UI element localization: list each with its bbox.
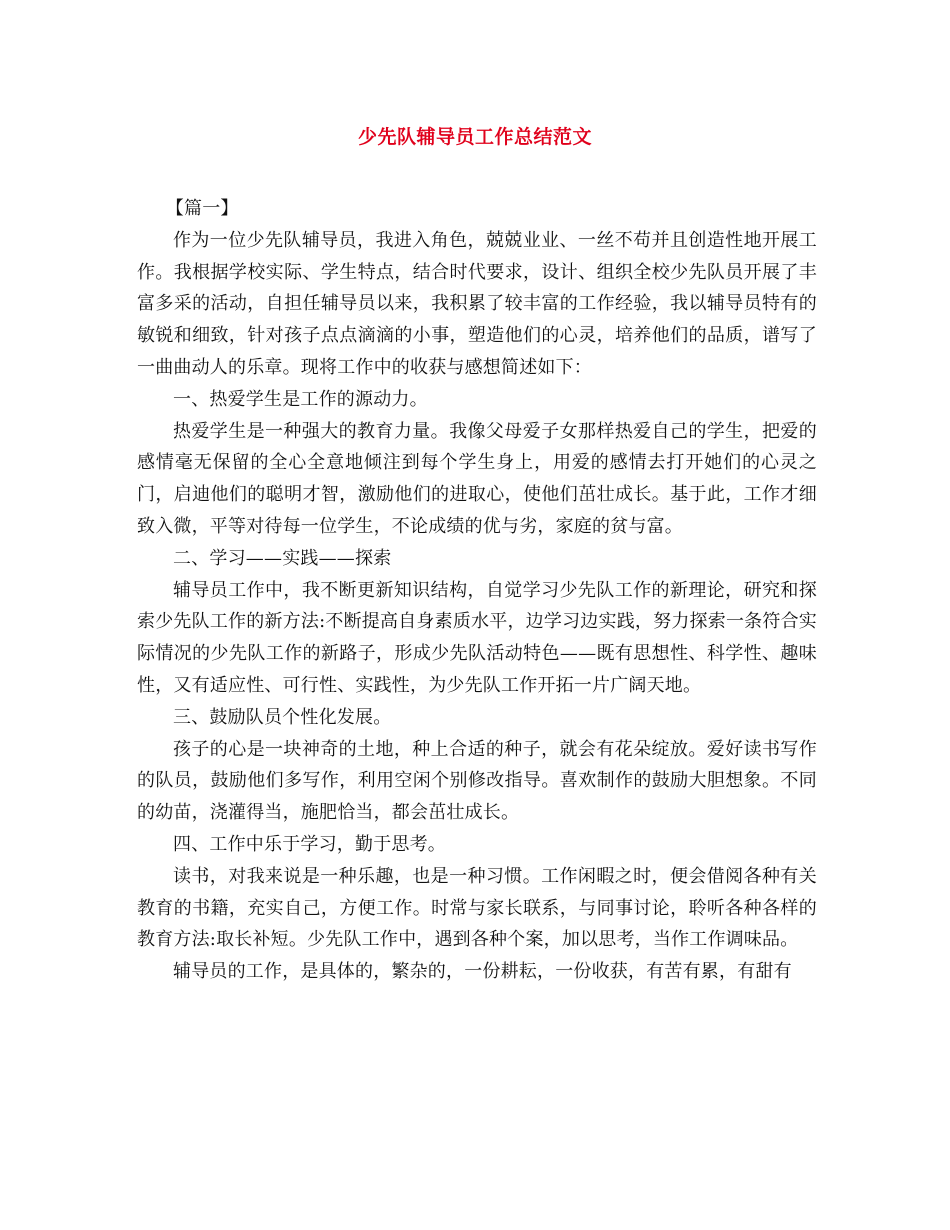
paragraph-1: 热爱学生是一种强大的教育力量。我像父母爱子女那样热爱自己的学生，把爱的感情毫无保留的全心全意地倾注到每个学生身上，用爱的感情去打开她们的心灵之门，启迪他们的聪明才智，激励他们的进取心，使他们茁壮成长。基于此，工作才细致入微，平等对待每一位学生，不论成绩的优与劣，家庭的贫与富。 <box>137 420 817 537</box>
paragraph-3: 孩子的心是一块神奇的土地，种上合适的种子，就会有花朵绽放。爱好读书写作的队员，鼓励他们多写作，利用空闲个别修改指导。喜欢制作的鼓励大胆想象。不同的幼苗，浇灌得当，施肥恰当，都会茁壮成长。 <box>137 738 817 824</box>
document-body <box>137 193 817 988</box>
paragraph-2: 辅导员工作中，我不断更新知识结构，自觉学习少先队工作的新理论，研究和探索少先队工作的新方法:不断提高自身素质水平，边学习边实践，努力探索一条符合实际情况的少先队工作的新路子，形成少先队活动特色——既有思想性、科学性、趣味性，又有适应性、可行性、实践性，为少先队工作开拓一片广阔天地。 <box>137 579 817 696</box>
paragraph-intro: 作为一位少先队辅导员，我进入角色，兢兢业业、一丝不苟并且创造性地开展工作。我根据学校实际、学生特点，结合时代要求，设计、组织全校少先队员开展了丰富多采的活动，自担任辅导员以来，我积累了较丰富的工作经验，我以辅导员特有的敏锐和细致，针对孩子点点滴滴的小事，塑造他们的心灵，培养他们的品质，谱写了一曲曲动人的乐章。现将工作中的收获与感想简述如下： <box>137 229 817 378</box>
section-tag: 【篇一】 <box>165 198 239 219</box>
paragraph-5: 辅导员的工作，是具体的，繁杂的，一份耕耘，一份收获，有苦有累，有甜有 <box>173 961 792 983</box>
heading-3: 三、鼓励队员个性化发展。 <box>173 706 392 728</box>
paragraph-4: 读书，对我来说是一种乐趣，也是一种习惯。工作闲暇之时，便会借阅各种有关教育的书籍，充实自己，方便工作。时常与家长联系，与同事讨论，聆听各种各样的教育方法:取长补短。少先队工作中，遇到各种个案，加以思考，当作工作调味品。 <box>137 865 817 951</box>
heading-4: 四、工作中乐于学习，勤于思考。 <box>173 833 446 855</box>
document-title: 少先队辅导员工作总结范文 <box>357 126 592 148</box>
heading-2: 二、学习——实践——探索 <box>173 547 392 569</box>
heading-1: 一、热爱学生是工作的源动力。 <box>173 388 428 410</box>
